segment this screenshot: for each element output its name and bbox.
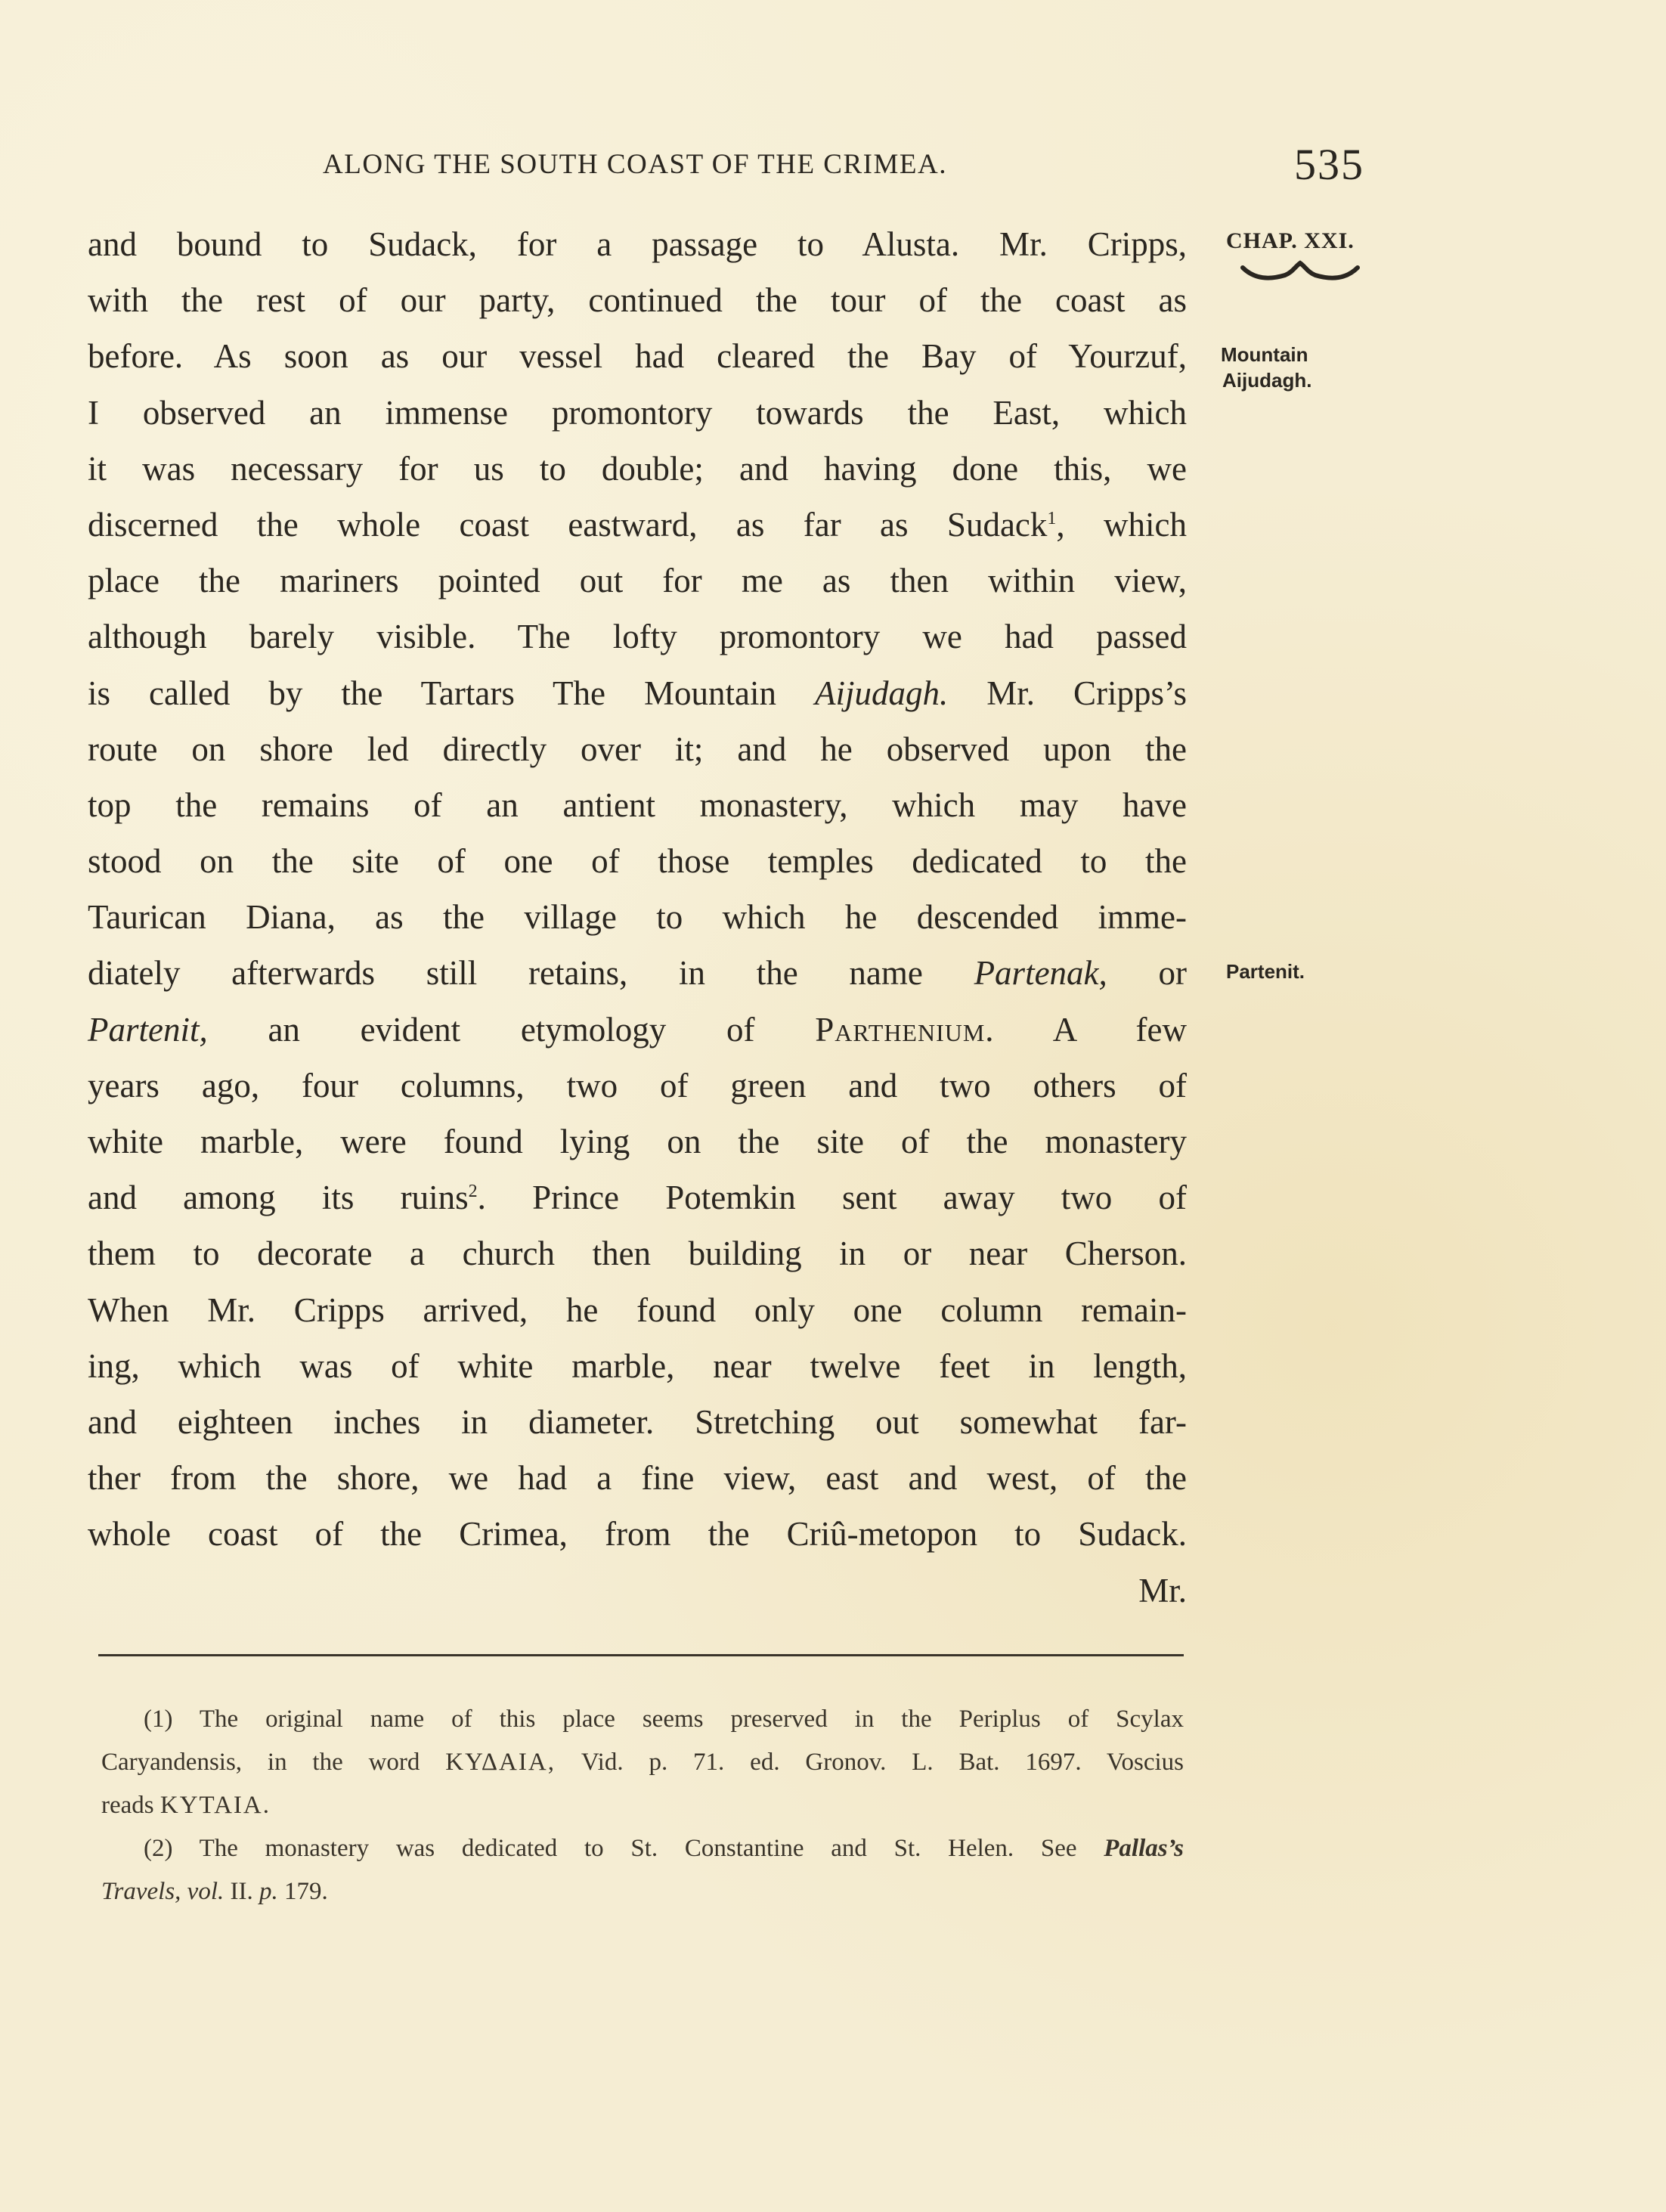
text-line: white marble, were found lying on the site of the monastery — [88, 1123, 1187, 1160]
text-line — [88, 945, 1187, 1001]
footnote-ref[interactable]: 1 — [1047, 508, 1057, 528]
italic-term: Partenit, — [88, 1010, 208, 1049]
text-segment: diately afterwards still retains, in the name — [88, 954, 974, 993]
page-number: 535 — [1294, 140, 1364, 189]
text-line: place the mariners pointed out for me as then within view, — [88, 562, 1187, 600]
margin-note-partenit: Partenit. — [1226, 960, 1305, 983]
text-line — [88, 665, 1187, 721]
text-line: Taurican Diana, as the village to which he descended imme- — [88, 898, 1187, 937]
italic-term: Aijudagh. — [814, 674, 949, 712]
text-line: I observed an immense promontory towards the East, which — [88, 393, 1187, 432]
text-line: with the rest of our party, continued the tour of the coast as — [88, 281, 1187, 320]
text-line: ther from the shore, we had a fine view, east and west, of the — [88, 1459, 1187, 1498]
text-line: When Mr. Cripps arrived, he found only one column remain- — [88, 1290, 1187, 1329]
italic-term: Travels, vol. — [101, 1878, 225, 1905]
footnote-1-line: (1) The original name of this place seems preserved in the Periplus of Scylax — [144, 1705, 1184, 1733]
text-segment: II. — [224, 1878, 259, 1905]
text-line: it was necessary for us to double; and having done this, we — [88, 449, 1187, 488]
greek-word: ΚΥΔΑΙΑ, — [445, 1749, 556, 1776]
text-line: although barely visible. The lofty promontory we had passed — [88, 618, 1187, 656]
margin-note-mountain-line1: Mountain — [1221, 343, 1308, 366]
italic-term: Pallas’s — [1104, 1835, 1184, 1862]
text-segment: (2) The monastery was dedicated to St. Constantine and St. Helen. See — [144, 1835, 1104, 1862]
margin-chapter-label: CHAP. XXI. — [1226, 228, 1355, 253]
text-line: ing, which was of white marble, near twelve feet in length, — [88, 1346, 1187, 1385]
footnote-ref[interactable]: 2 — [468, 1182, 478, 1202]
margin-note-mountain — [1221, 342, 1311, 393]
text-segment: reads — [101, 1792, 160, 1819]
text-line: route on shore led directly over it; and he observed upon the — [88, 730, 1187, 768]
italic-term: p. — [259, 1878, 278, 1905]
body-text — [88, 216, 1187, 1619]
text-segment: an evident etymology of — [207, 1010, 816, 1049]
text-segment: is called by the Tartars The Mountain — [88, 674, 815, 712]
text-line — [88, 1002, 1187, 1058]
text-segment: discerned the whole coast eastward, as far as Sudack — [88, 505, 1048, 544]
text-segment: Vid. p. 71. ed. Gronov. L. Bat. 1697. Voscius — [555, 1749, 1184, 1776]
text-segment: A few — [994, 1010, 1187, 1049]
text-line — [88, 497, 1187, 553]
text-line — [88, 1170, 1187, 1225]
greek-word: ΚΥΤΑΙΑ. — [159, 1792, 271, 1819]
catchword: Mr. — [1138, 1571, 1187, 1609]
text-segment: Mr. Cripps’s — [948, 674, 1187, 712]
footnote-divider — [98, 1654, 1184, 1656]
text-line: them to decorate a church then building in or near Cherson. — [88, 1235, 1187, 1273]
text-segment: or — [1107, 954, 1187, 993]
italic-term: Partenak, — [974, 954, 1107, 993]
text-segment: , which — [1056, 505, 1187, 544]
small-caps-term: Parthenium. — [815, 1010, 995, 1049]
brace-ornament-icon — [1240, 260, 1361, 290]
margin-note-mountain-line2: Aijudagh. — [1222, 369, 1312, 392]
text-segment: Caryandensis, in the word — [101, 1749, 446, 1776]
footnotes — [101, 1698, 1184, 1913]
text-line: top the remains of an antient monastery, which may have — [88, 785, 1187, 824]
footnote-1-line — [101, 1784, 1184, 1827]
text-line: and bound to Sudack, for a passage to Alusta. Mr. Cripps, — [88, 225, 1187, 263]
text-line: before. As soon as our vessel had cleared the Bay of Yourzuf, — [88, 337, 1187, 376]
footnote-2-line — [101, 1827, 1184, 1870]
text-segment: 179. — [277, 1878, 328, 1905]
footnote-2-line — [101, 1870, 1184, 1913]
text-line: whole coast of the Crimea, from the Criû-metopon to Sudack. — [88, 1515, 1187, 1554]
running-head: ALONG THE SOUTH COAST OF THE CRIMEA. — [323, 149, 947, 180]
text-line: years ago, four columns, two of green and two others of — [88, 1066, 1187, 1104]
text-line: stood on the site of one of those temples dedicated to the — [88, 842, 1187, 881]
text-segment: and among its ruins — [88, 1179, 469, 1217]
footnote-1-line — [101, 1741, 1184, 1784]
text-line: and eighteen inches in diameter. Stretching out somewhat far- — [88, 1402, 1187, 1441]
text-segment: . Prince Potemkin sent away two of — [477, 1179, 1188, 1217]
